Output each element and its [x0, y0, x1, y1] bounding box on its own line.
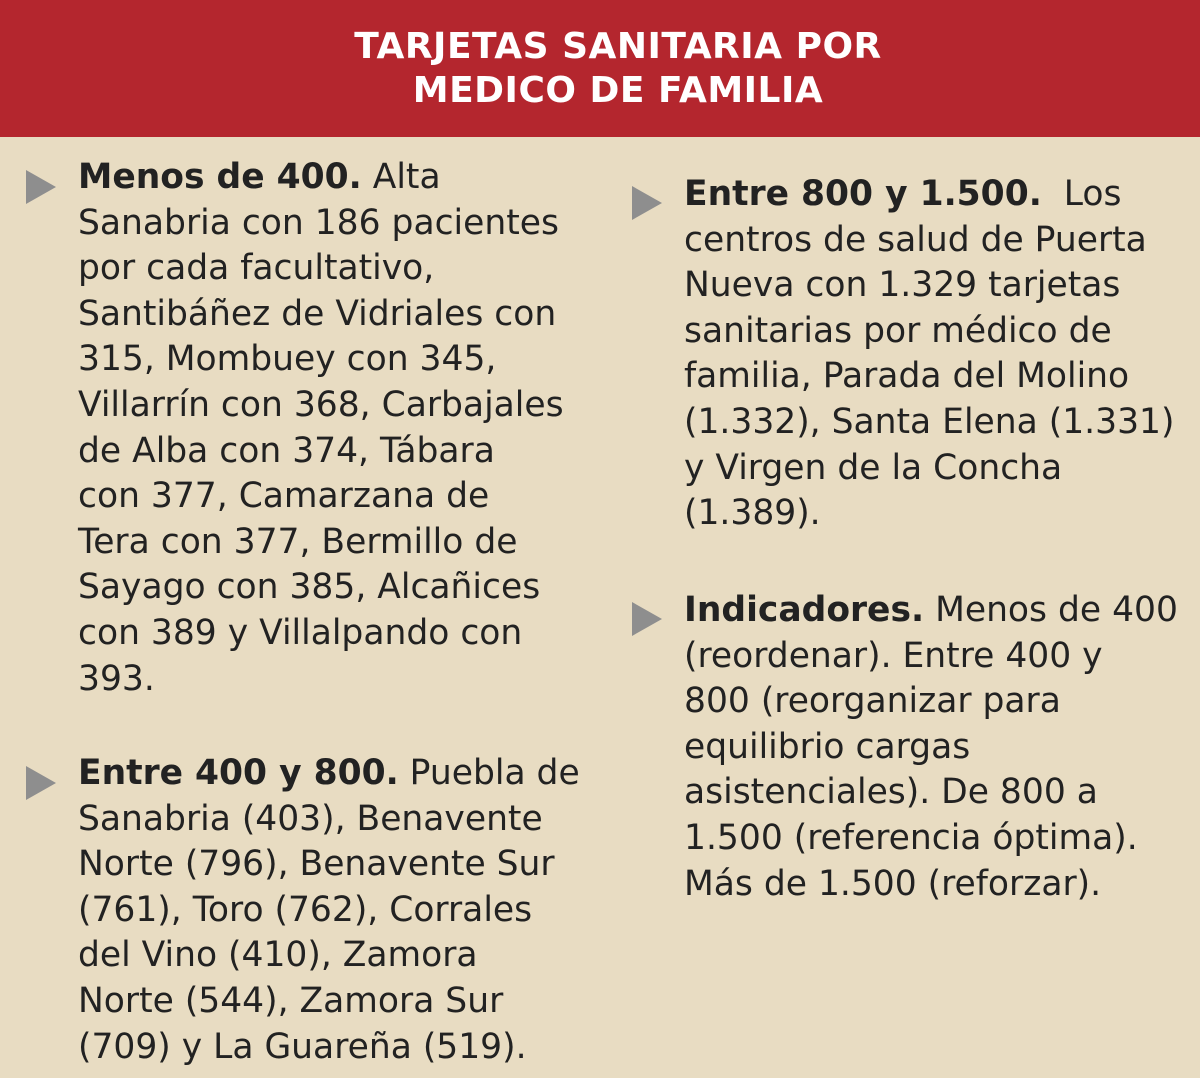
- text-line: por cada facultativo,: [78, 248, 435, 289]
- category-text: [78, 155, 564, 702]
- triangle-bullet-icon: [26, 766, 56, 800]
- text-line: (1.332), Santa Elena (1.331): [684, 401, 1175, 442]
- header-title-line-2: MEDICO DE FAMILIA: [412, 69, 824, 111]
- text-line: con 377, Camarzana de: [78, 476, 490, 517]
- category-text: [78, 751, 580, 1070]
- triangle-bullet-icon: [26, 170, 56, 204]
- text-line: Los: [1063, 174, 1122, 214]
- text-line: Norte (544), Zamora Sur: [78, 980, 504, 1021]
- text-line: Alta: [372, 157, 441, 197]
- category-text: [684, 172, 1174, 537]
- text-line: (reordenar). Entre 400 y: [684, 635, 1103, 676]
- text-line: Menos de 400: [935, 590, 1178, 630]
- text-line: del Vino (410), Zamora: [78, 935, 478, 976]
- category-heading: Indicadores.: [684, 590, 925, 630]
- text-line: Puebla de: [409, 753, 580, 793]
- category-heading: Menos de 400.: [78, 157, 362, 197]
- text-line: familia, Parada del Molino: [684, 356, 1130, 397]
- category-text: [684, 588, 1178, 907]
- text-line: y Virgen de la Concha: [684, 447, 1063, 488]
- text-line: (1.389).: [684, 493, 821, 534]
- text-line: 1.500 (referencia óptima).: [684, 817, 1138, 858]
- text-line: Sanabria (403), Benavente: [78, 798, 543, 839]
- text-line: Nueva con 1.329 tarjetas: [684, 265, 1121, 306]
- text-line: sanitarias por médico de: [684, 310, 1112, 351]
- text-line: (709) y La Guareña (519).: [78, 1026, 527, 1067]
- text-line: Norte (796), Benavente Sur: [78, 844, 555, 885]
- text-line: de Alba con 374, Tábara: [78, 430, 495, 471]
- text-line: Más de 1.500 (reforzar).: [684, 863, 1102, 904]
- text-line: Santibáñez de Vidriales con: [78, 293, 557, 334]
- text-line: (761), Toro (762), Corrales: [78, 889, 533, 930]
- text-line: 393.: [78, 658, 155, 699]
- category-heading: Entre 400 y 800.: [78, 753, 399, 793]
- header-title-line-1: TARJETAS SANITARIA POR: [354, 25, 882, 67]
- text-line: Sanabria con 186 pacientes: [78, 202, 559, 243]
- text-line: Villarrín con 368, Carbajales: [78, 384, 564, 425]
- triangle-bullet-icon: [632, 602, 662, 636]
- text-line: Sayago con 385, Alcañices: [78, 567, 541, 608]
- text-line: asistenciales). De 800 a: [684, 772, 1098, 813]
- text-line: equilibrio cargas: [684, 726, 971, 767]
- triangle-bullet-icon: [632, 186, 662, 220]
- panel-header: [0, 0, 1200, 137]
- text-line: con 389 y Villalpando con: [78, 612, 523, 653]
- text-line: 800 (reorganizar para: [684, 681, 1061, 722]
- text-line: Tera con 377, Bermillo de: [78, 521, 518, 562]
- text-line: centros de salud de Puerta: [684, 219, 1147, 260]
- text-line: 315, Mombuey con 345,: [78, 339, 497, 380]
- category-heading: Entre 800 y 1.500.: [684, 174, 1042, 214]
